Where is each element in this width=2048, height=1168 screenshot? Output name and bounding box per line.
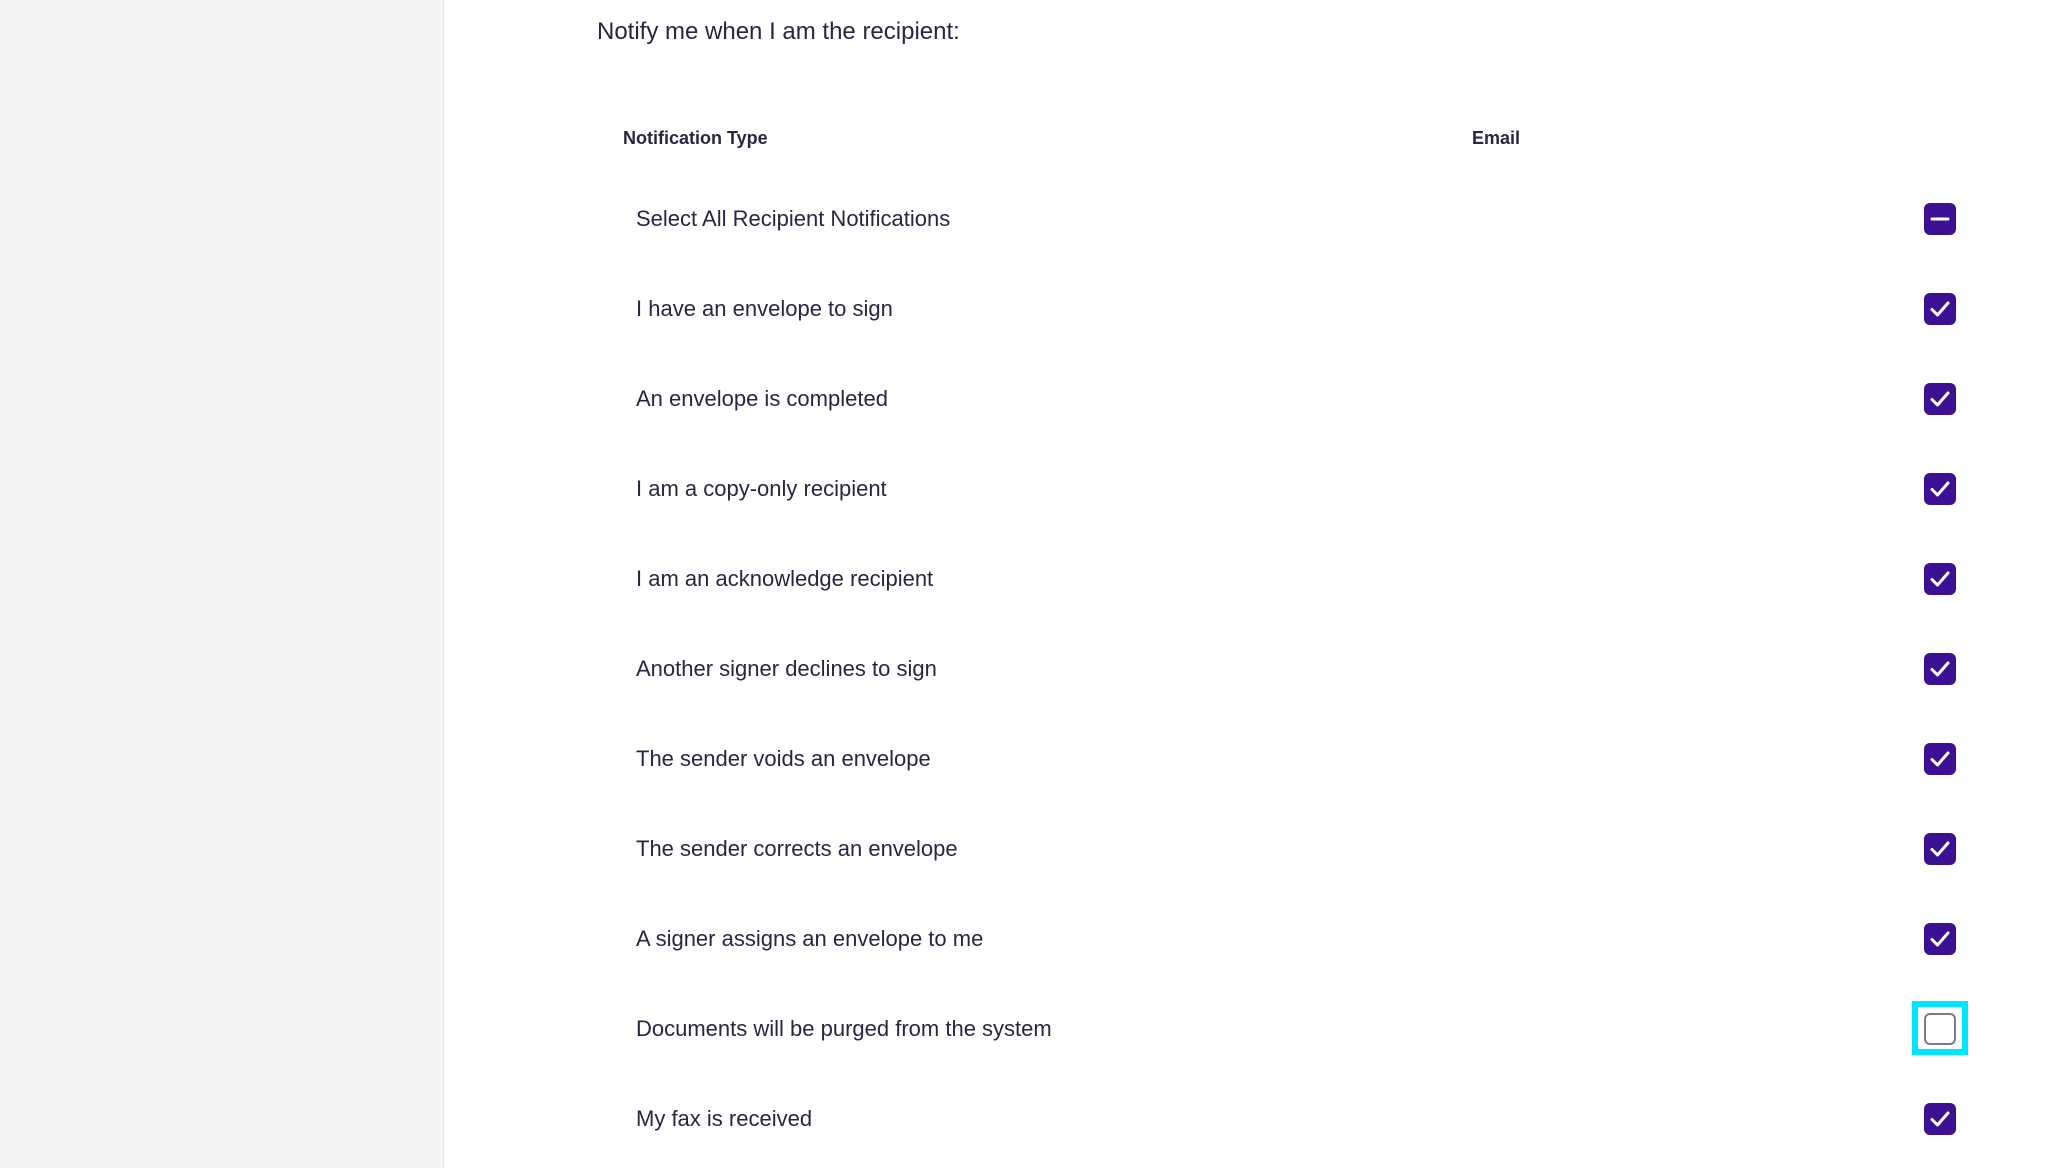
minus-icon [1929,208,1951,230]
notification-label: A signer assigns an envelope to me [636,926,984,951]
notification-label: I am a copy-only recipient [636,476,887,501]
email-checkbox[interactable] [1924,563,1956,595]
checkmark-icon [1929,928,1951,950]
notification-row-select-all [634,189,1834,249]
notification-label: The sender corrects an envelope [636,836,958,861]
checkmark-icon [1929,838,1951,860]
notification-row [634,1089,1834,1149]
checkmark-icon [1929,388,1951,410]
email-checkbox[interactable] [1924,653,1956,685]
notification-label: Select All Recipient Notifications [636,206,951,231]
notification-label: Documents will be purged from the system [636,1016,1052,1041]
email-checkbox[interactable] [1924,1103,1956,1135]
notification-label: My fax is received [636,1106,813,1131]
email-checkbox[interactable] [1924,1013,1956,1045]
header-email: Email [1472,128,1521,148]
checkmark-icon [1929,748,1951,770]
checkmark-icon [1929,568,1951,590]
checkmark-icon [1929,478,1951,500]
notification-label: An envelope is completed [636,386,888,411]
left-sidebar [0,0,444,1168]
notification-row [634,729,1834,789]
notification-row [634,279,1834,339]
notification-row [634,819,1834,879]
notification-row [634,639,1834,699]
email-checkbox[interactable] [1924,743,1956,775]
email-checkbox[interactable] [1924,923,1956,955]
notification-label: I have an envelope to sign [636,296,893,321]
notification-label: The sender voids an envelope [636,746,931,771]
notification-row [634,369,1834,429]
header-notification-type: Notification Type [623,128,768,148]
notification-row [634,459,1834,519]
select-all-checkbox[interactable] [1924,203,1956,235]
notification-label: I am an acknowledge recipient [636,566,934,591]
email-checkbox[interactable] [1924,473,1956,505]
notification-row [634,999,1834,1059]
main-content [444,0,2048,1168]
checkmark-icon [1929,298,1951,320]
email-checkbox[interactable] [1924,293,1956,325]
notification-label: Another signer declines to sign [636,656,937,681]
checkmark-icon [1929,1108,1951,1130]
section-title: Notify me when I am the recipient: [597,18,960,45]
notification-row [634,909,1834,969]
email-checkbox[interactable] [1924,833,1956,865]
notification-row [634,549,1834,609]
table-header [623,126,1973,154]
checkmark-icon [1929,658,1951,680]
email-checkbox[interactable] [1924,383,1956,415]
